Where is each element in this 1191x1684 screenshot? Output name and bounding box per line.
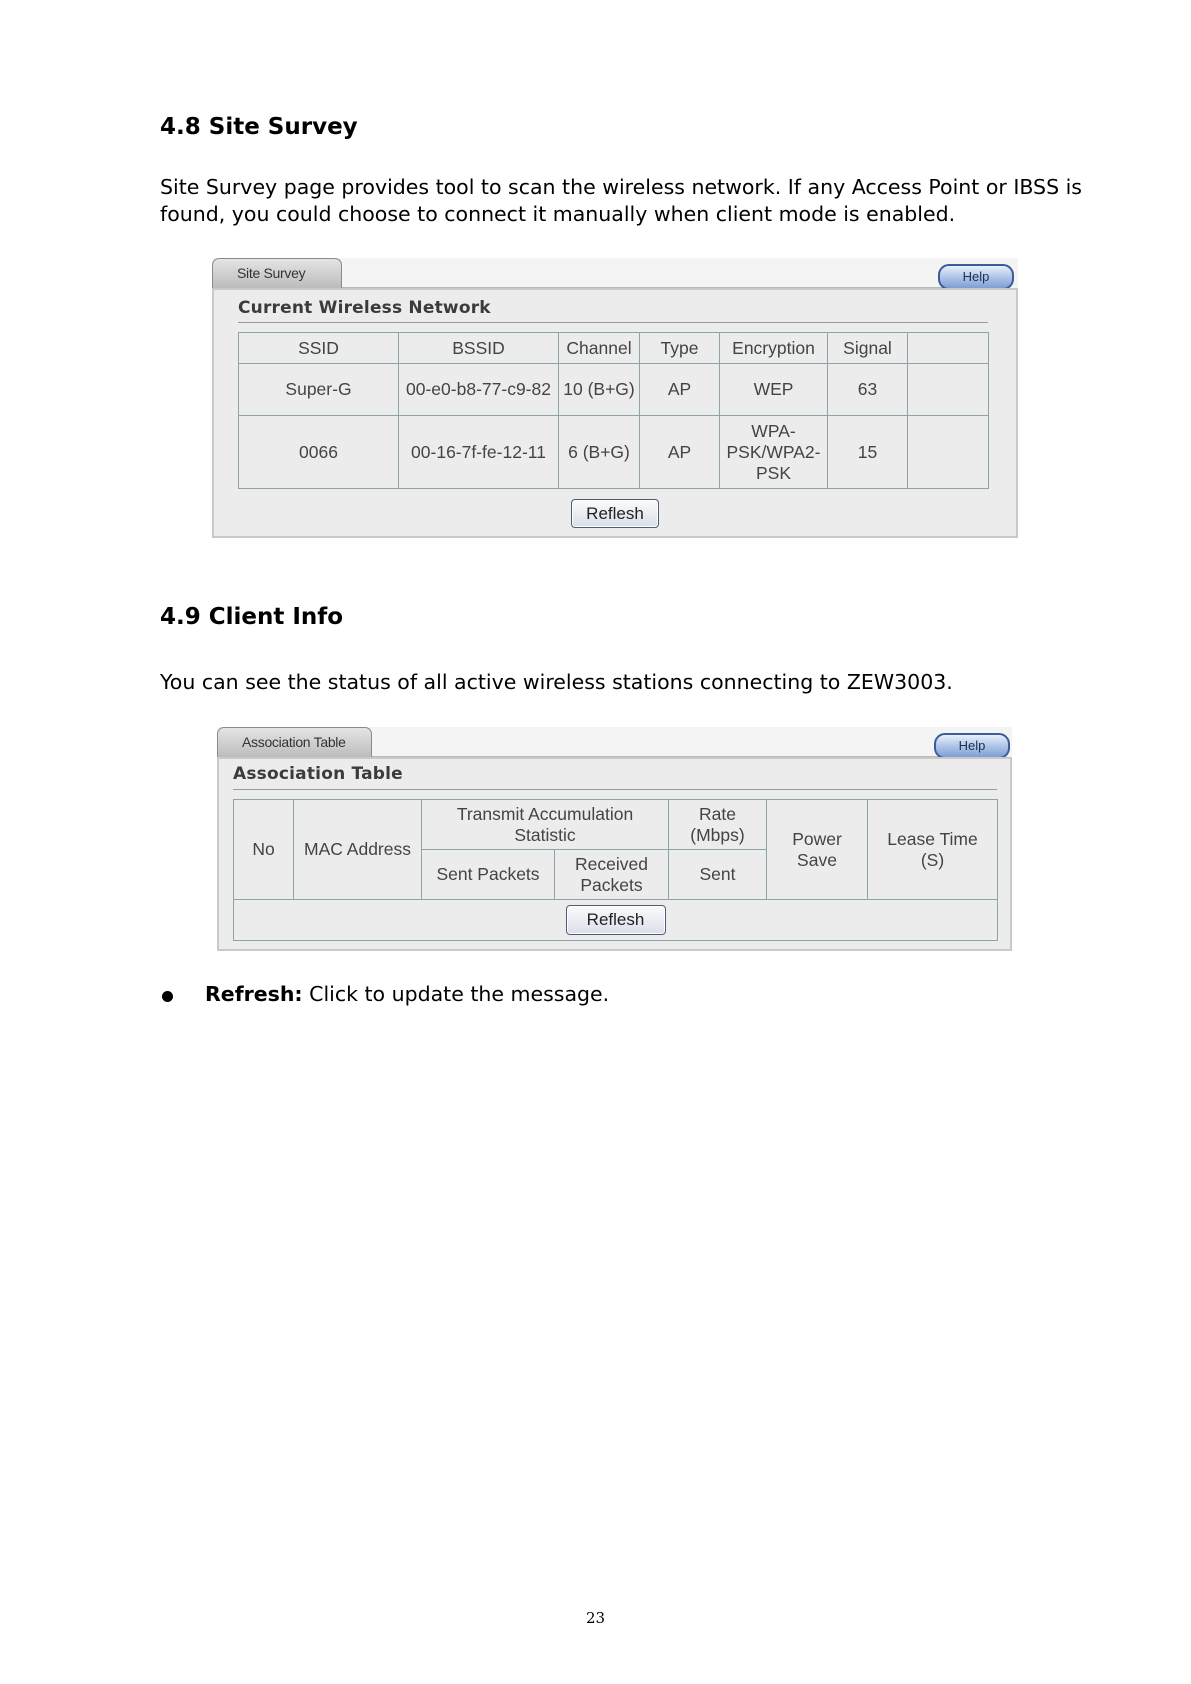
association-table — [233, 799, 998, 941]
box-title: Association Table — [233, 764, 403, 784]
bullet-term: Refresh: — [205, 982, 303, 1006]
table-header-row — [234, 800, 998, 850]
column-header: Sent — [669, 850, 767, 900]
table-cell: 10 (B+G) — [559, 364, 640, 416]
table-cell: 0066 — [239, 416, 399, 489]
association-box — [217, 757, 1012, 951]
box-title: Current Wireless Network — [238, 298, 491, 318]
column-header: Type — [640, 333, 720, 364]
column-header: Channel — [559, 333, 640, 364]
tab-site-survey[interactable]: Site Survey — [212, 258, 342, 288]
site-survey-description: Site Survey page provides tool to scan the wireless network. If any Access Point or IBSS is found, you could choose to connect it manually when client mode is enabled. — [160, 175, 1082, 226]
client-info-heading: 4.9 Client Info — [160, 604, 344, 630]
column-header: No — [234, 800, 294, 900]
column-group-header: Rate (Mbps) — [669, 800, 767, 850]
refresh-button[interactable]: Reflesh — [566, 905, 666, 935]
client-info-description: You can see the status of all active wireless stations connecting to ZEW3003. — [160, 670, 953, 694]
column-group-header: Transmit Accumulation Statistic — [422, 800, 669, 850]
bullet-description: Click to update the message. — [302, 982, 610, 1006]
table-cell: 00-e0-b8-77-c9-82 — [399, 364, 559, 416]
column-header: Sent Packets — [422, 850, 555, 900]
column-header — [908, 333, 989, 364]
table-cell: Super-G — [239, 364, 399, 416]
column-header: Encryption — [720, 333, 828, 364]
page-number: 23 — [585, 1609, 606, 1627]
table-cell: 6 (B+G) — [559, 416, 640, 489]
refresh-bullet — [205, 982, 609, 1006]
table-cell: AP — [640, 364, 720, 416]
site-survey-panel — [212, 258, 1018, 538]
refresh-button[interactable]: Reflesh — [571, 499, 659, 528]
column-header: Power Save — [767, 800, 868, 900]
column-header: BSSID — [399, 333, 559, 364]
column-header: MAC Address — [294, 800, 422, 900]
table-cell — [908, 416, 989, 489]
refresh-cell — [234, 900, 998, 941]
tab-association-table[interactable]: Association Table — [217, 727, 372, 757]
table-row[interactable] — [239, 416, 989, 489]
table-cell: WEP — [720, 364, 828, 416]
association-panel — [217, 727, 1012, 951]
table-cell: 15 — [828, 416, 908, 489]
bullet-icon — [162, 991, 173, 1002]
wireless-network-table — [238, 332, 989, 489]
help-button[interactable]: Help — [934, 733, 1010, 759]
table-cell — [908, 364, 989, 416]
table-cell: WPA-PSK/WPA2-PSK — [720, 416, 828, 489]
column-header: Signal — [828, 333, 908, 364]
help-button[interactable]: Help — [938, 264, 1014, 290]
table-header-row — [239, 333, 989, 364]
column-header: Received Packets — [555, 850, 669, 900]
column-header: Lease Time (S) — [868, 800, 998, 900]
site-survey-box — [212, 288, 1018, 538]
site-survey-heading: 4.8 Site Survey — [160, 114, 358, 140]
column-header: SSID — [239, 333, 399, 364]
table-cell: 63 — [828, 364, 908, 416]
table-row[interactable] — [239, 364, 989, 416]
table-footer-row — [234, 900, 998, 941]
table-cell: 00-16-7f-fe-12-11 — [399, 416, 559, 489]
table-cell: AP — [640, 416, 720, 489]
